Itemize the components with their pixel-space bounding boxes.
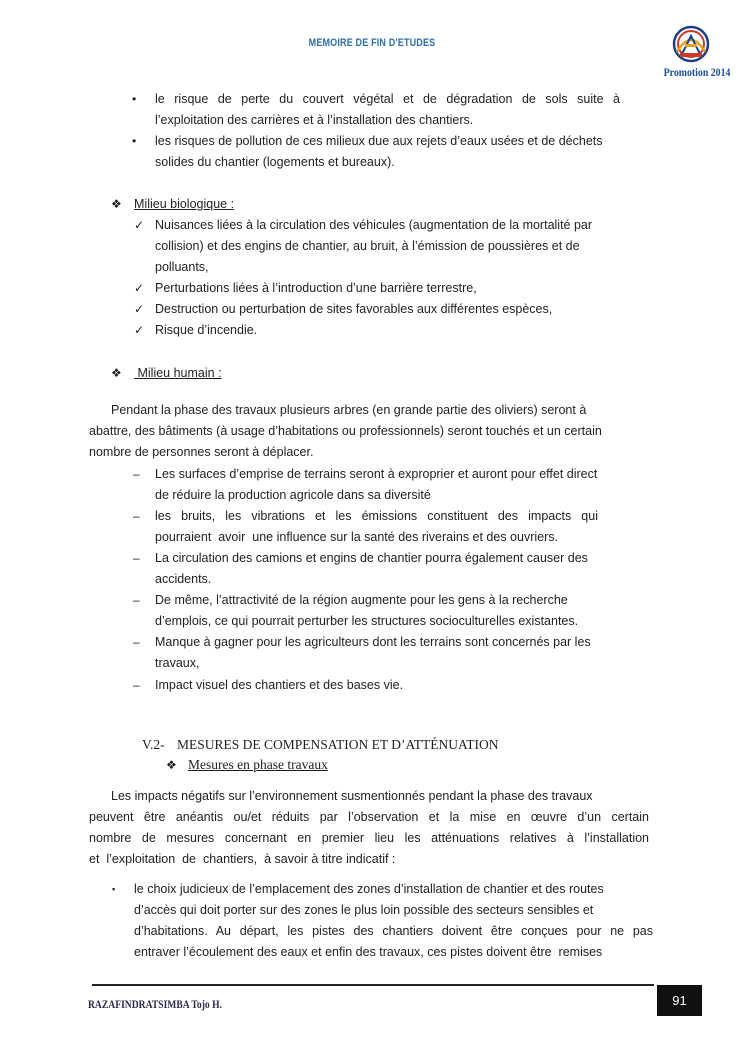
- diamond-bullet-icon: ❖: [111, 366, 122, 380]
- dash-mark: –: [133, 593, 140, 607]
- check-1-line-2: collision) et des engins de chantier, au bruit, à l’émission de poussières et de: [155, 239, 580, 253]
- section-title: MESURES DE COMPENSATION ET D’ATTÉNUATION: [177, 737, 499, 752]
- dash-mark: –: [133, 678, 140, 692]
- milieu-humain-heading: Milieu humain :: [134, 366, 222, 380]
- square-1-line-3: d’habitations. Au départ, les pistes des chantiers doivent être conçues pour ne pas: [134, 924, 653, 938]
- paragraph-2-line-2: peuvent être anéantis ou/et réduits par l’observation et la mise en œuvre d’un certain: [89, 810, 649, 824]
- square-1-line-2: d’accès qui doit porter sur des zones le plus loin possible des secteurs sensibles et: [134, 903, 594, 917]
- dash-5-line-2: travaux,: [155, 656, 200, 670]
- subsection-title: Mesures en phase travaux: [188, 757, 328, 772]
- square-1-line-4: entraver l’écoulement des eaux et enfin des travaux, ces pistes doivent être remises: [134, 945, 603, 959]
- promotion-label: Promotion 2014: [663, 65, 730, 79]
- check-icon: ✓: [134, 323, 145, 337]
- bullet-mark: •: [132, 134, 137, 148]
- paragraph-1-line-1: Pendant la phase des travaux plusieurs arbres (en grande partie des oliviers) seront à: [111, 403, 587, 417]
- bullet-1-line-2: l’exploitation des carrières et à l’installation des chantiers.: [155, 113, 474, 127]
- square-1-line-1: le choix judicieux de l’emplacement des zones d’installation de chantier et des routes: [134, 882, 604, 896]
- dash-4-line-2: d’emplois, ce qui pourrait perturber les structures socioculturelles existantes.: [155, 614, 579, 628]
- dash-mark: –: [133, 551, 140, 565]
- paragraph-2-line-4: et l’exploitation de chantiers, à savoir à titre indicatif :: [89, 852, 396, 866]
- bullet-1-line-1: le risque de perte du couvert végétal et de dégradation de sols suite à: [155, 92, 620, 106]
- dash-5-line-1: Manque à gagner pour les agriculteurs dont les terrains sont concernés par les: [155, 635, 591, 649]
- dash-2-line-2: pourraient avoir une influence sur la santé des riverains et des ouvriers.: [155, 530, 558, 544]
- check-1-line-1: Nuisances liées à la circulation des véhicules (augmentation de la mortalité par: [155, 218, 593, 232]
- bullet-2-line-1: les risques de pollution de ces milieux due aux rejets d’eaux usées et de déchets: [155, 134, 603, 148]
- paragraph-2-line-3: nombre de mesures concernant en premier lieu les atténuations relatives à l’installation: [89, 831, 649, 845]
- paragraph-2-line-1: Les impacts négatifs sur l’environnement susmentionnés pendant la phase des travaux: [111, 789, 593, 803]
- dash-mark: –: [133, 509, 140, 523]
- diamond-bullet-icon: ❖: [111, 197, 122, 211]
- dash-1-line-2: de réduire la production agricole dans sa diversité: [155, 488, 431, 502]
- milieu-biologique-heading: Milieu biologique :: [134, 197, 235, 211]
- check-icon: ✓: [134, 302, 145, 316]
- paragraph-1-line-2: abattre, des bâtiments (à usage d’habitations ou professionnels) seront touchés et un certain: [89, 424, 602, 438]
- paragraph-1-line-3: nombre de personnes seront à déplacer.: [89, 445, 314, 459]
- bullet-2-line-2: solides du chantier (logements et bureaux).: [155, 155, 395, 169]
- dash-3-line-1: La circulation des camions et engins de chantier pourra également causer des: [155, 551, 588, 565]
- dash-mark: –: [133, 467, 140, 481]
- section-number: V.2-: [142, 737, 165, 752]
- check-1-line-3: polluants,: [155, 260, 209, 274]
- footer-author: RAZAFINDRATSIMBA Tojo H.: [88, 997, 222, 1011]
- check-3: Destruction ou perturbation de sites favorables aux différentes espèces,: [155, 302, 553, 316]
- dash-2-line-1: les bruits, les vibrations et les émissions constituent des impacts qui: [155, 509, 598, 523]
- check-4: Risque d’incendie.: [155, 323, 258, 337]
- square-bullet-mark: ▪: [112, 884, 116, 894]
- header-title: MEMOIRE DE FIN D'ETUDES: [308, 37, 436, 49]
- dash-3-line-2: accidents.: [155, 572, 212, 586]
- footer-divider: [92, 984, 654, 986]
- dash-4-line-1: De même, l’attractivité de la région augmente pour les gens à la recherche: [155, 593, 568, 607]
- diamond-bullet-icon: ❖: [166, 758, 177, 772]
- check-icon: ✓: [134, 281, 145, 295]
- dash-6: Impact visuel des chantiers et des bases vie.: [155, 678, 404, 692]
- school-logo-icon: [671, 24, 711, 64]
- dash-1-line-1: Les surfaces d’emprise de terrains seront à exproprier et auront pour effet direct: [155, 467, 598, 481]
- check-2: Perturbations liées à l’introduction d’une barrière terrestre,: [155, 281, 477, 295]
- bullet-mark: •: [132, 92, 137, 106]
- dash-mark: –: [133, 635, 140, 649]
- check-icon: ✓: [134, 218, 145, 232]
- page-number: 91: [657, 985, 702, 1016]
